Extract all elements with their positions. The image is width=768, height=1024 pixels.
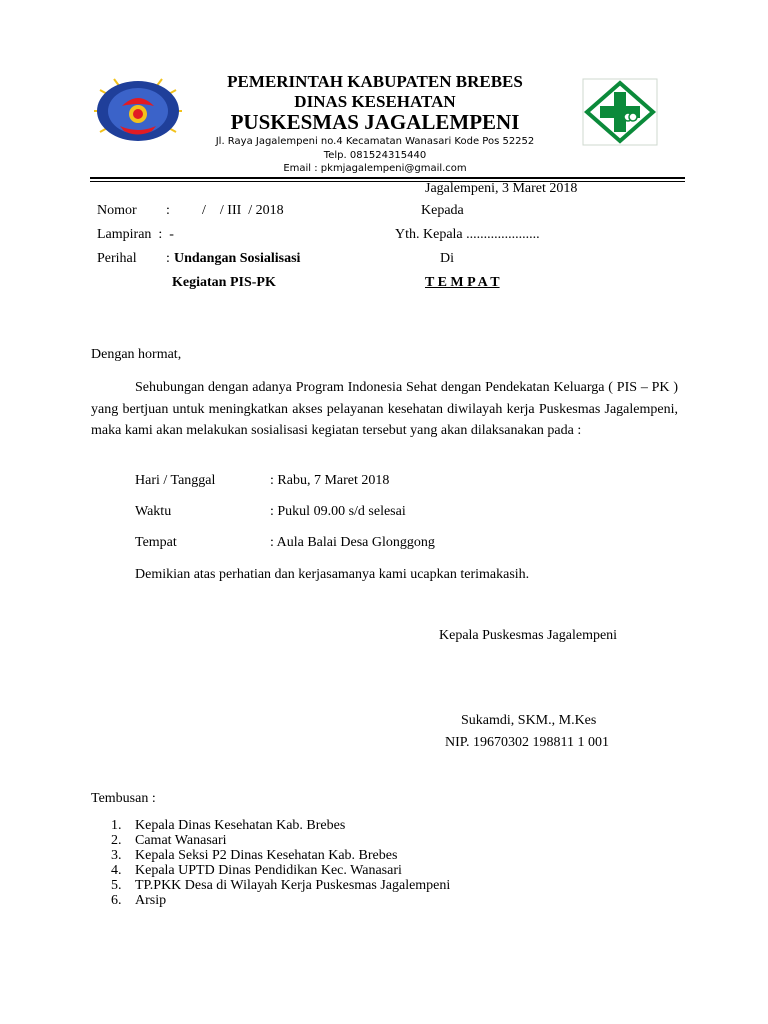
lampiran-label: Lampiran : - (97, 227, 174, 242)
recipient-line: Yth. Kepala ..................... (395, 227, 540, 242)
kepada-label: Kepada (421, 203, 464, 218)
list-item: 3. Kepala Seksi P2 Dinas Kesehatan Kab. Brebes (111, 848, 398, 863)
list-item: 2. Camat Wanasari (111, 833, 227, 848)
tembusan-list (91, 818, 450, 908)
letterhead-rule-thin (90, 181, 685, 182)
list-item: 5. TP.PKK Desa di Wilayah Kerja Puskesmas Jagalempeni (111, 878, 451, 893)
letterhead-rule-thick (90, 177, 685, 179)
letterhead-email: Email : pkmjagalempeni@gmail.com (283, 163, 467, 174)
brebes-emblem-icon (92, 76, 184, 146)
list-item: 6. Arsip (111, 893, 167, 908)
perihal-colon: : (166, 251, 170, 266)
letterhead-address: Jl. Raya Jagalempeni no.4 Kecamatan Wanasari Kode Pos 52252 (215, 136, 535, 147)
signer-name: Sukamdi, SKM., M.Kes (461, 713, 597, 728)
perihal-label: Perihal (97, 251, 137, 266)
perihal-value-line2: Kegiatan PIS-PK (172, 275, 276, 290)
puskesmas-logo-icon (582, 78, 658, 146)
closing-sentence: Demikian atas perhatian dan kerjasamanya kami ucapkan terimakasih. (135, 567, 530, 582)
list-item: 1. Kepala Dinas Kesehatan Kab. Brebes (111, 818, 346, 833)
list-item: 4. Kepala UPTD Dinas Pendidikan Kec. Wanasari (111, 863, 402, 878)
place-date: Jagalempeni, 3 Maret 2018 (425, 181, 578, 196)
letterhead-institution: PUSKESMAS JAGALEMPENI (230, 110, 520, 134)
detail-place-label: Tempat (135, 535, 177, 550)
tembusan-label: Tembusan : (91, 791, 156, 806)
body-paragraph: Sehubungan dengan adanya Program Indonesia Sehat dengan Pendekatan Keluarga ( PIS – PK ) yang bertjuan untuk meningkatkan akses pelayanan kesehatan diwilayah kerja Puskesmas Jagalempeni, maka kami akan melakukan sosialisasi kegiatan tersebut yang akan dilaksanakan pada : (91, 380, 678, 438)
signer-title: Kepala Puskesmas Jagalempeni (439, 628, 618, 643)
perihal-value: Undangan Sosialisasi (174, 251, 301, 266)
detail-time-label: Waktu (135, 504, 172, 519)
nomor-label: Nomor (97, 203, 137, 218)
detail-day-value: : Rabu, 7 Maret 2018 (270, 473, 390, 488)
letterhead-government: PEMERINTAH KABUPATEN BREBES (227, 72, 523, 91)
signer-nip: NIP. 19670302 198811 1 001 (445, 735, 609, 750)
letterhead-department: DINAS KESEHATAN (294, 92, 456, 111)
detail-day-label: Hari / Tanggal (135, 473, 216, 488)
detail-time-value: : Pukul 09.00 s/d selesai (270, 504, 406, 519)
detail-place-value: : Aula Balai Desa Glonggong (270, 535, 435, 550)
letterhead-phone: Telp. 081524315440 (323, 150, 427, 161)
nomor-colon: : (166, 203, 170, 218)
di-label: Di (440, 251, 454, 266)
tempat-heading: T E M P A T (425, 275, 500, 290)
greeting: Dengan hormat, (91, 347, 182, 362)
nomor-value: / / III / 2018 (202, 203, 284, 218)
